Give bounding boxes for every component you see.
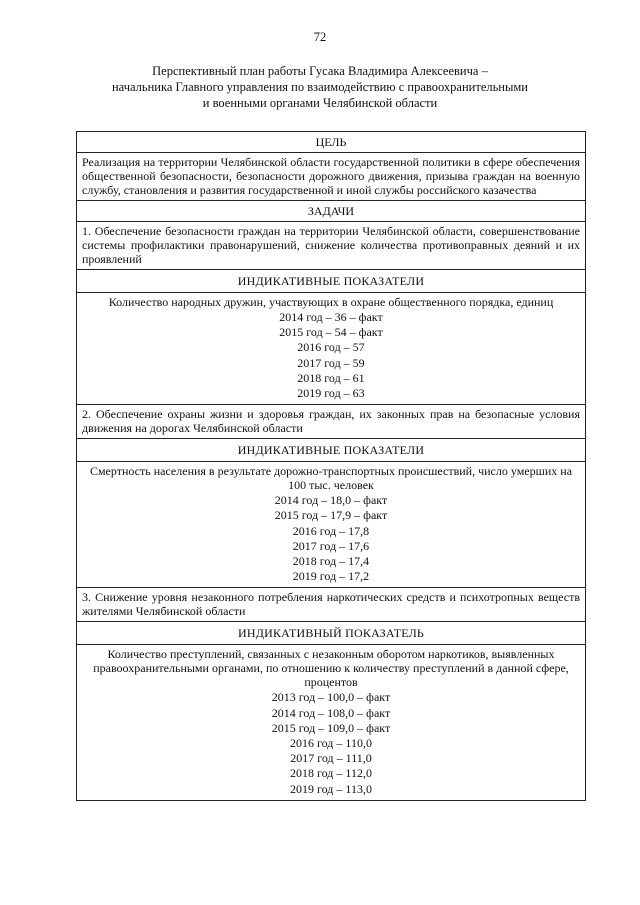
heading-line-3: и военными органами Челябинской области — [202, 96, 438, 110]
indicator-value: 2019 год – 113,0 — [290, 781, 372, 796]
goal-text: Реализация на территории Челябинской области государственной политики в сфере обеспечения общественной безопасности, безопасности дорожного движения, призыва граждан на военную службу, становления и развития государственной и иной службы российского казачества — [77, 153, 586, 201]
tasks-header: ЗАДАЧИ — [77, 201, 586, 222]
task-1-indicators-header: ИНДИКАТИВНЫЕ ПОКАЗАТЕЛИ — [77, 270, 586, 293]
indicator-value: 2017 год – 59 — [297, 355, 365, 370]
indicator-value: 2014 год – 18,0 – факт — [274, 493, 388, 508]
indicator-value: 2013 год – 100,0 – факт — [271, 690, 391, 705]
goal-header: ЦЕЛЬ — [77, 132, 586, 153]
indicator-value: 2016 год – 110,0 — [290, 736, 372, 751]
indicator-value: 2018 год – 112,0 — [290, 766, 372, 781]
task-1-indicator — [77, 293, 586, 405]
task-3-indicator-title: Количество преступлений, связанных с незаконным оборотом наркотиков, выявленных правоохранительными органами, по отношению к количеству преступлений в данной сфере, процентов — [93, 647, 569, 690]
task-3-indicator — [77, 645, 586, 800]
indicator-value: 2017 год – 17,6 — [292, 538, 370, 553]
task-1-indicator-title: Количество народных дружин, участвующих в охране общественного порядка, единиц — [108, 295, 554, 309]
task-3-indicator-header: ИНДИКАТИВНЫЙ ПОКАЗАТЕЛЬ — [77, 622, 586, 645]
indicator-value: 2019 год – 63 — [297, 386, 365, 401]
indicator-value: 2014 год – 36 – факт — [279, 310, 383, 324]
heading-line-2: начальника Главного управления по взаимодействию с правоохранительными — [111, 80, 528, 94]
indicator-value: 2019 год – 17,2 — [292, 569, 370, 584]
page-number: 72 — [313, 30, 327, 44]
task-2-indicator-title: Смертность населения в результате дорожно-транспортных происшествий, число умерших на 100 тыс. человек — [89, 464, 573, 493]
indicator-value: 2018 год – 17,4 — [292, 554, 370, 569]
indicator-value: 2015 год – 17,9 – факт — [274, 508, 388, 523]
task-2-text: 2. Обеспечение охраны жизни и здоровья граждан, их законных прав на безопасные условия движения на дорогах Челябинской области — [77, 405, 586, 439]
task-1-text: 1. Обеспечение безопасности граждан на территории Челябинской области, совершенствование системы профилактики правонарушений, снижение количества противоправных деяний и их проявлений — [77, 222, 586, 270]
task-2-indicators-header: ИНДИКАТИВНЫЕ ПОКАЗАТЕЛИ — [77, 439, 586, 462]
indicator-value: 2015 год – 109,0 – факт — [271, 720, 391, 735]
indicator-value: 2017 год – 111,0 — [290, 751, 372, 766]
indicator-value: 2016 год – 17,8 — [292, 523, 370, 538]
heading-line-1: Перспективный план работы Гусака Владимира Алексеевича – — [152, 64, 488, 78]
document-heading — [0, 63, 640, 111]
indicator-value: 2018 год – 61 — [297, 370, 365, 385]
task-3-text: 3. Снижение уровня незаконного потребления наркотических средств и психотропных веществ жителями Челябинской области — [77, 588, 586, 622]
indicator-value: 2015 год – 54 – факт — [279, 325, 383, 340]
task-2-indicator — [77, 462, 586, 588]
indicator-value: 2014 год – 108,0 – факт — [271, 705, 391, 720]
plan-table — [76, 131, 586, 801]
indicator-value: 2016 год – 57 — [297, 340, 365, 355]
